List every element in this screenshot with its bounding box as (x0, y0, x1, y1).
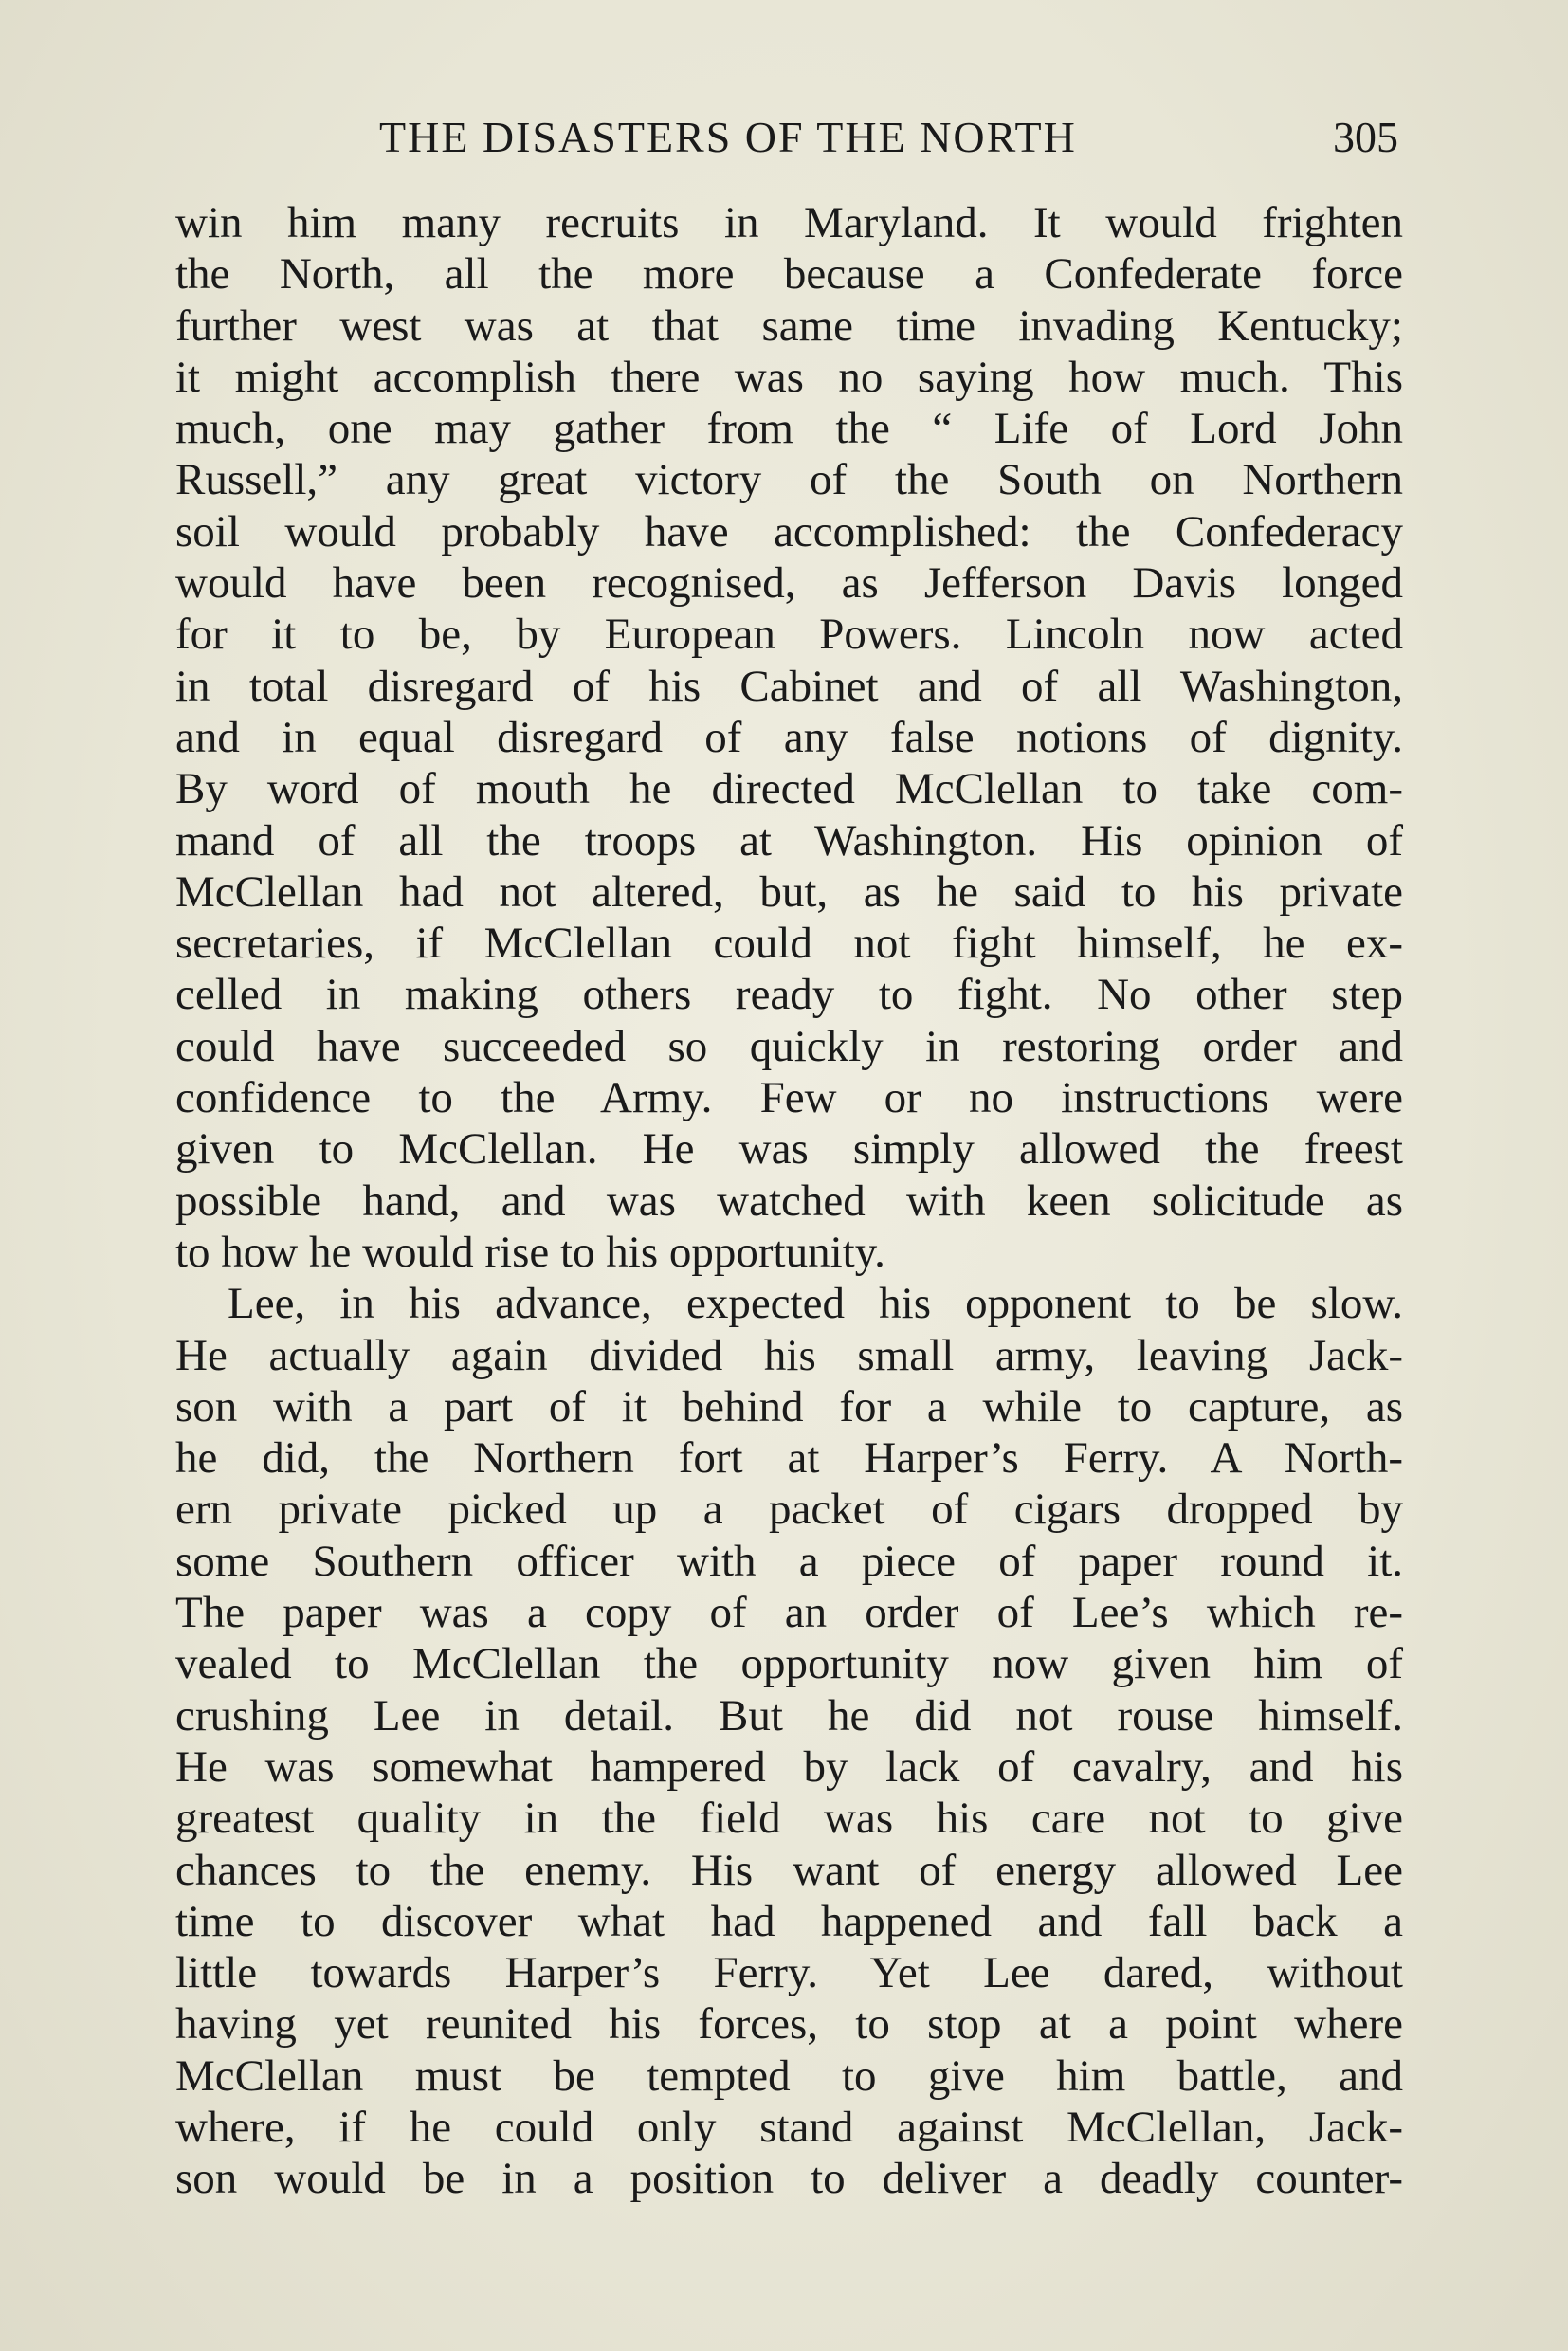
text-line: in total disregard of his Cabinet and of all Washington, (175, 661, 1403, 711)
text-line: for it to be, by European Powers. Lincoln now acted (175, 610, 1403, 660)
text-line: little towards Harper’s Ferry. Yet Lee dared, without (175, 1948, 1403, 1998)
text-line: By word of mouth he directed McClellan to take com- (175, 764, 1403, 814)
text-line: greatest quality in the field was his care not to give (175, 1794, 1403, 1844)
text-line: He actually again divided his small army, leaving Jack- (175, 1330, 1403, 1380)
text-line: soil would probably have accomplished: the Confederacy (175, 506, 1403, 556)
text-line: confidence to the Army. Few or no instructions were (175, 1073, 1403, 1123)
running-head: THE DISASTERS OF THE NORTH (379, 113, 1077, 161)
text-line: The paper was a copy of an order of Lee’s which re- (175, 1588, 1403, 1638)
text-line: chances to the enemy. His want of energy allowed Lee (175, 1845, 1403, 1895)
text-line: further west was at that same time invading Kentucky; (175, 301, 1403, 351)
text-line: having yet reunited his forces, to stop at a point where (175, 1999, 1403, 2050)
text-line: much, one may gather from the “ Life of Lord John (175, 404, 1403, 454)
text-line: vealed to McClellan the opportunity now given him of (175, 1639, 1403, 1689)
text-line: He was somewhat hampered by lack of cavalry, and his (175, 1741, 1403, 1792)
text-line: win him many recruits in Maryland. It would frighten (175, 198, 1403, 247)
text-line: Russell,” any great victory of the South on Northern (175, 455, 1403, 505)
text-line: son with a part of it behind for a while to capture, as (175, 1381, 1403, 1431)
text-line: crushing Lee in detail. But he did not rouse himself. (175, 1690, 1403, 1740)
text-line: could have succeeded so quickly in restoring order and (175, 1021, 1403, 1071)
page-header (379, 112, 1398, 171)
paragraph-last-line: to how he would rise to his opportunity. (175, 1227, 885, 1277)
text-line: the North, all the more because a Confederate force (175, 249, 1403, 300)
text-line: and in equal disregard of any false notions of dignity. (175, 712, 1403, 762)
text-line: would have been recognised, as Jefferson Davis longed (175, 558, 1403, 609)
page-number: 305 (1333, 113, 1398, 161)
text-line: time to discover what had happened and fall back a (175, 1896, 1403, 1946)
paragraph-first-line: Lee, in his advance, expected his opponent to be slow. (228, 1279, 1403, 1329)
text-line: where, if he could only stand against McClellan, Jack- (175, 2102, 1403, 2152)
text-line: McClellan must be tempted to give him battle, and (175, 2050, 1403, 2101)
text-line: ern private picked up a packet of cigars dropped by (175, 1485, 1403, 1535)
text-line: given to McClellan. He was simply allowed the freest (175, 1124, 1403, 1175)
text-line: it might accomplish there was no saying how much. This (175, 352, 1403, 402)
text-line: son would be in a position to deliver a deadly counter- (175, 2154, 1403, 2204)
body-text (175, 197, 1403, 2205)
text-line: some Southern officer with a piece of paper round it. (175, 1536, 1403, 1586)
text-line: celled in making others ready to fight. No other step (175, 970, 1403, 1020)
text-line: possible hand, and was watched with keen solicitude as (175, 1176, 1403, 1226)
text-line: mand of all the troops at Washington. His opinion of (175, 815, 1403, 866)
text-line: secretaries, if McClellan could not fight himself, he ex- (175, 919, 1403, 969)
text-line: McClellan had not altered, but, as he said to his private (175, 866, 1403, 917)
text-line: he did, the Northern fort at Harper’s Ferry. A North- (175, 1433, 1403, 1484)
